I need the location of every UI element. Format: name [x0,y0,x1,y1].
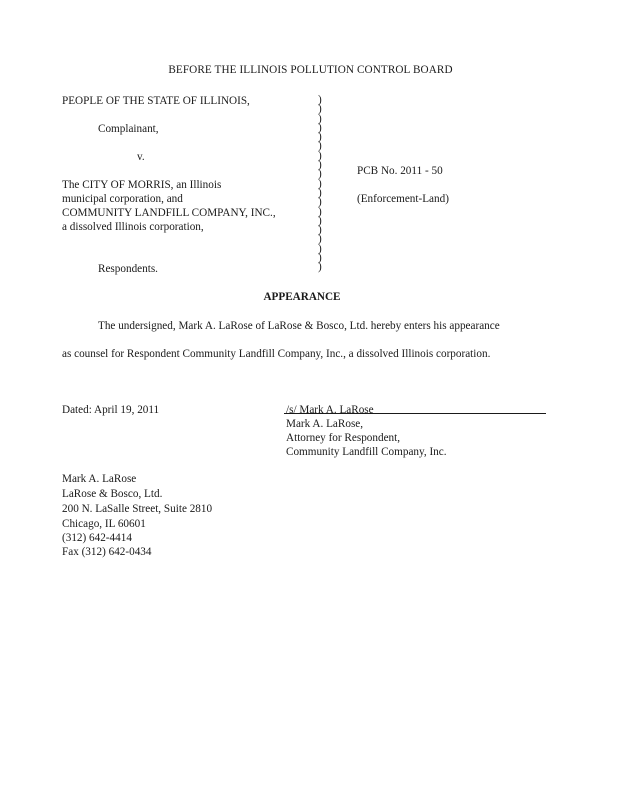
defendant-role: Respondents. [98,263,158,275]
signer-name: Mark A. LaRose, [286,418,364,430]
case-number: PCB No. 2011 - 50 [357,165,443,177]
contact-firm: LaRose & Bosco, Ltd. [62,488,163,500]
defendant-line-2: municipal corporation, and [62,193,183,205]
signature-line [284,413,546,414]
case-type: (Enforcement-Land) [357,193,449,205]
board-title: BEFORE THE ILLINOIS POLLUTION CONTROL BOARD [168,64,453,76]
contact-fax: Fax (312) 642-0434 [62,546,152,558]
contact-name: Mark A. LaRose [62,473,137,485]
electronic-signature: /s/ Mark A. LaRose [286,404,374,416]
body-line-2: as counsel for Respondent Community Landfill Company, Inc., a dissolved Illinois corporation. [62,348,491,360]
versus-label: v. [137,151,145,163]
contact-street: 200 N. LaSalle Street, Suite 2810 [62,503,213,515]
plaintiff-name: PEOPLE OF THE STATE OF ILLINOIS, [62,95,250,107]
caption-bracket: ) ) ) ) ) ) ) ) ) ) ) ) ) ) ) ) ) ) ) [318,94,322,274]
signer-client: Community Landfill Company, Inc. [286,446,447,458]
dated-line: Dated: April 19, 2011 [62,404,160,416]
body-line-1: The undersigned, Mark A. LaRose of LaRose & Bosco, Ltd. hereby enters his appearance [98,320,500,332]
plaintiff-role: Complainant, [98,123,159,135]
defendant-line-3: COMMUNITY LANDFILL COMPANY, INC., [62,207,276,219]
document-title: APPEARANCE [263,291,341,303]
signer-role: Attorney for Respondent, [286,432,401,444]
contact-city: Chicago, IL 60601 [62,518,146,530]
contact-phone: (312) 642-4414 [62,532,132,544]
defendant-line-4: a dissolved Illinois corporation, [62,221,204,233]
defendant-line-1: The CITY OF MORRIS, an Illinois [62,179,222,191]
